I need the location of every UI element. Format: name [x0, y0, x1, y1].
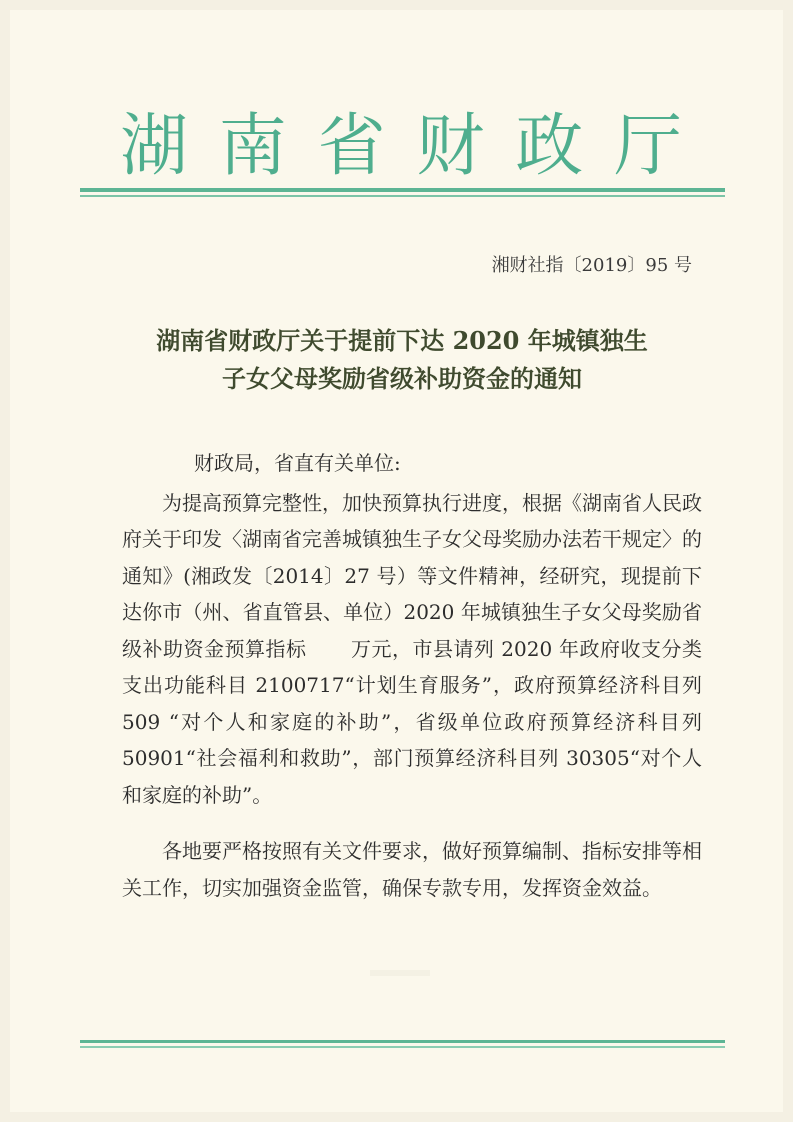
document-title-line-1: 湖南省财政厅关于提前下达 2020 年城镇独生	[156, 326, 648, 355]
footer-rule-thick	[80, 1040, 725, 1043]
document-title-line-2: 子女父母奖励省级补助资金的通知	[222, 364, 582, 393]
scan-artifact	[370, 970, 430, 976]
paragraph-1-part-1: 为提高预算完整性，加快预算执行进度，根据《湖南省人民政府关于印发〈湖南省完善城镇独生子女父母奖励办法若干规定〉的通知》(湘政发〔2014〕27 号）等文件精神，经研究，现提前下达你市（州、省直管县、单位）2020 年城镇独生子女父母奖励省级补助资金预算指标	[122, 490, 702, 661]
letterhead-rule-thick	[80, 188, 725, 192]
document-page	[10, 10, 783, 1112]
paragraph-1-part-2: 万元，市县请列 2020 年政府收支分类支出功能科目 2100717“计划生育服务”，政府预算经济科目列 509 “对个人和家庭的补助”，省级单位政府预算经济科目列 50901“社会福利和救助”，部门预算经济科目列 30305“对个人和家庭的补助”。	[122, 636, 703, 807]
paragraph-2: 各地要严格按照有关文件要求，做好预算编制、指标安排等相关工作，切实加强资金监管，确保专款专用，发挥资金效益。	[122, 839, 702, 900]
letterhead-org-name: 湖南省财政厅	[120, 107, 690, 186]
paragraph-1	[122, 485, 702, 814]
document-number: 湘财社指〔2019〕95 号	[491, 255, 692, 276]
document-title	[107, 322, 697, 398]
footer-rule-thin	[80, 1046, 725, 1048]
document-body	[122, 445, 702, 906]
salutation: 财政局，省直有关单位:	[194, 451, 401, 475]
letterhead-rule-thin	[80, 195, 725, 197]
